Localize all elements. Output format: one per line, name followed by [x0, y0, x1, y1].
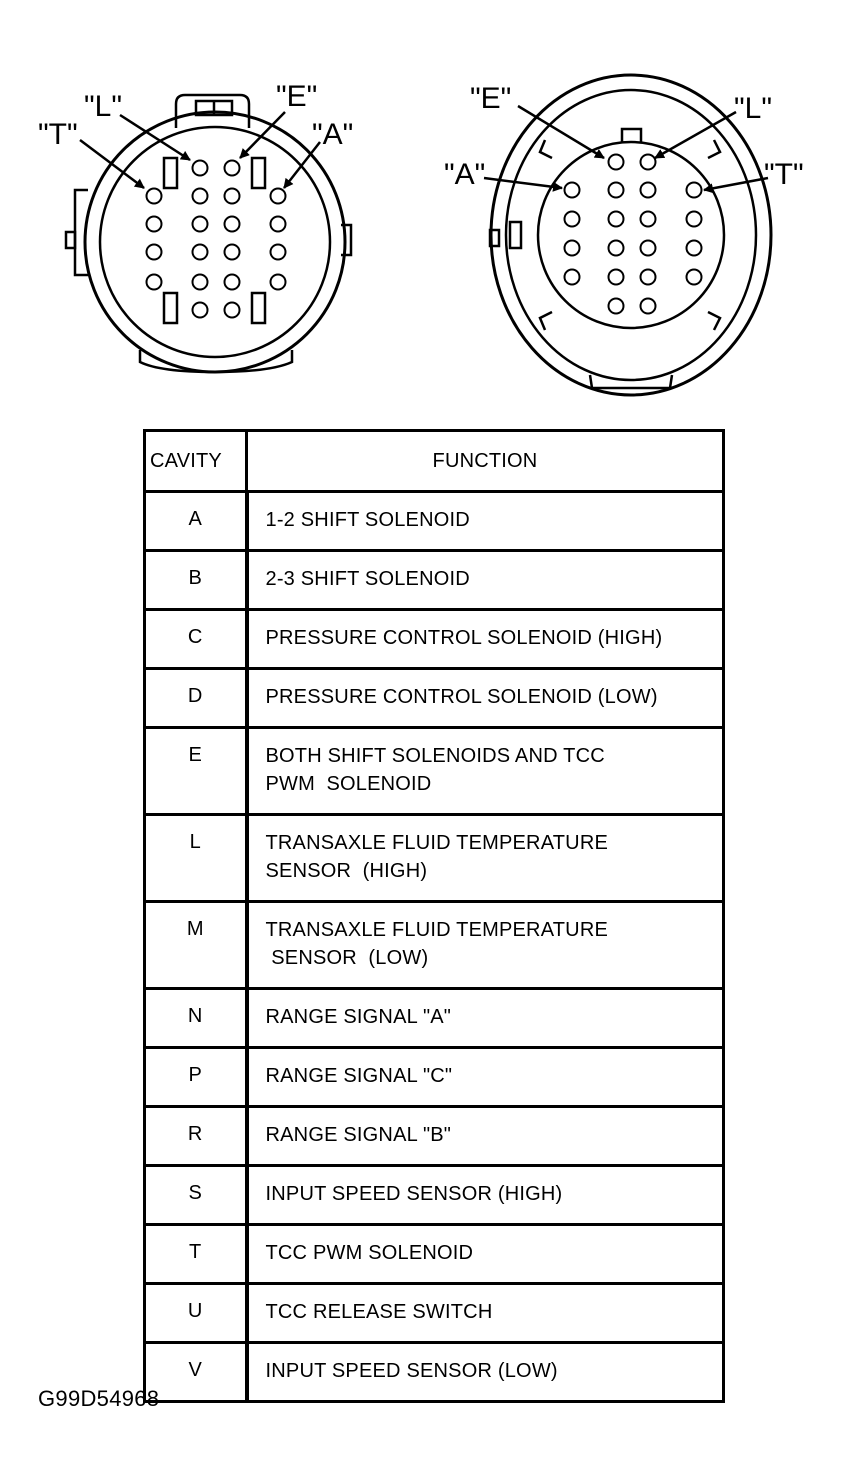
- function-line: PRESSURE CONTROL SOLENOID (LOW): [265, 686, 658, 708]
- left-callout-a: "A": [312, 118, 354, 151]
- table-row: [145, 1166, 724, 1225]
- connector-pin: [641, 212, 656, 227]
- connector-pin: [147, 217, 162, 232]
- cavity-cell: P: [145, 1048, 247, 1107]
- connector-pin: [609, 212, 624, 227]
- table-row: [145, 902, 724, 989]
- connector-pin: [271, 275, 286, 290]
- table-row: [145, 492, 724, 551]
- cavity-cell: C: [145, 610, 247, 669]
- connector-pin: [225, 245, 240, 260]
- function-line: TRANSAXLE FLUID TEMPERATURE: [265, 919, 608, 941]
- connector-pin: [565, 241, 580, 256]
- connector-pin: [193, 217, 208, 232]
- cavity-cell: M: [145, 902, 247, 989]
- function-line: TRANSAXLE FLUID TEMPERATURE: [265, 832, 608, 854]
- table-row: [145, 669, 724, 728]
- table-row: [145, 610, 724, 669]
- cavity-cell: A: [145, 492, 247, 551]
- function-line: TCC PWM SOLENOID: [265, 1242, 474, 1264]
- cavity-column-header: CAVITY: [145, 431, 247, 492]
- cavity-cell: D: [145, 669, 247, 728]
- cavity-function-table: [143, 429, 725, 1403]
- connector-pin: [225, 303, 240, 318]
- function-cell: [247, 1048, 724, 1107]
- connector-pin: [147, 189, 162, 204]
- right-connector-pins: [565, 155, 702, 314]
- figure-id: G99D54968: [38, 1386, 160, 1411]
- cavity-cell: S: [145, 1166, 247, 1225]
- connector-pin: [687, 212, 702, 227]
- connector-pin: [271, 189, 286, 204]
- table-row: [145, 815, 724, 902]
- function-cell: [247, 902, 724, 989]
- connector-pin: [271, 245, 286, 260]
- function-line: SENSOR (LOW): [265, 947, 429, 969]
- connector-pin: [641, 270, 656, 285]
- connector-pin: [565, 212, 580, 227]
- cavity-cell: L: [145, 815, 247, 902]
- function-line: PWM SOLENOID: [265, 773, 432, 795]
- function-line: RANGE SIGNAL "B": [265, 1124, 452, 1146]
- connector-pin: [641, 299, 656, 314]
- left-connector: [66, 95, 354, 372]
- connector-pin: [687, 270, 702, 285]
- function-line: BOTH SHIFT SOLENOIDS AND TCC: [265, 745, 605, 767]
- connector-pin: [225, 275, 240, 290]
- connector-pin: [641, 183, 656, 198]
- table-row: [145, 1343, 724, 1402]
- connector-pin: [225, 189, 240, 204]
- function-cell: [247, 815, 724, 902]
- connector-pin: [687, 241, 702, 256]
- connector-pin: [271, 217, 286, 232]
- function-cell: [247, 669, 724, 728]
- function-cell: [247, 610, 724, 669]
- table-row: [145, 1107, 724, 1166]
- function-cell: [247, 1107, 724, 1166]
- table-header-row: [145, 431, 724, 492]
- function-line: 1-2 SHIFT SOLENOID: [265, 509, 470, 531]
- cavity-cell: T: [145, 1225, 247, 1284]
- right-callout-arrows: [484, 106, 768, 190]
- function-cell: [247, 1225, 724, 1284]
- function-line: TCC RELEASE SWITCH: [265, 1301, 493, 1323]
- connector-pin: [641, 155, 656, 170]
- connector-pin: [609, 183, 624, 198]
- connector-pin: [193, 303, 208, 318]
- connector-pin: [147, 245, 162, 260]
- function-cell: [247, 551, 724, 610]
- connector-pin: [147, 275, 162, 290]
- connector-pin: [565, 270, 580, 285]
- connector-pin: [225, 161, 240, 176]
- connector-pin: [193, 245, 208, 260]
- connector-pin: [641, 241, 656, 256]
- cavity-cell: U: [145, 1284, 247, 1343]
- table-row: [145, 1225, 724, 1284]
- function-line: INPUT SPEED SENSOR (HIGH): [265, 1183, 563, 1205]
- right-connector: [490, 75, 771, 395]
- table-row: [145, 551, 724, 610]
- cavity-cell: E: [145, 728, 247, 815]
- left-callout-l: "L": [84, 90, 122, 123]
- connector-pin: [687, 183, 702, 198]
- function-cell: [247, 1284, 724, 1343]
- connector-pin: [565, 183, 580, 198]
- cavity-cell: V: [145, 1343, 247, 1402]
- function-line: SENSOR (HIGH): [265, 860, 428, 882]
- connector-pin: [193, 161, 208, 176]
- connector-pin: [193, 189, 208, 204]
- function-cell: [247, 492, 724, 551]
- right-callout-t: "T": [764, 158, 804, 191]
- right-callout-a: "A": [444, 158, 486, 191]
- left-callout-t: "T": [38, 118, 78, 151]
- function-line: RANGE SIGNAL "A": [265, 1006, 452, 1028]
- function-cell: [247, 728, 724, 815]
- table-row: [145, 728, 724, 815]
- connector-pin: [609, 299, 624, 314]
- connector-pin: [609, 241, 624, 256]
- table-row: [145, 1048, 724, 1107]
- function-cell: [247, 989, 724, 1048]
- function-line: 2-3 SHIFT SOLENOID: [265, 568, 470, 590]
- function-line: INPUT SPEED SENSOR (LOW): [265, 1360, 558, 1382]
- function-line: PRESSURE CONTROL SOLENOID (HIGH): [265, 627, 663, 649]
- connector-pin: [609, 155, 624, 170]
- left-callout-e: "E": [276, 80, 318, 113]
- cavity-cell: B: [145, 551, 247, 610]
- connector-pin: [225, 217, 240, 232]
- function-cell: [247, 1343, 724, 1402]
- connector-pin: [193, 275, 208, 290]
- function-cell: [247, 1166, 724, 1225]
- right-callout-e: "E": [470, 82, 512, 115]
- function-column-header: FUNCTION: [247, 431, 724, 492]
- table-row: [145, 1284, 724, 1343]
- cavity-cell: N: [145, 989, 247, 1048]
- table-row: [145, 989, 724, 1048]
- cavity-cell: R: [145, 1107, 247, 1166]
- function-line: RANGE SIGNAL "C": [265, 1065, 453, 1087]
- right-callout-l: "L": [734, 92, 772, 125]
- connector-pin: [609, 270, 624, 285]
- connector-diagram: [0, 0, 845, 420]
